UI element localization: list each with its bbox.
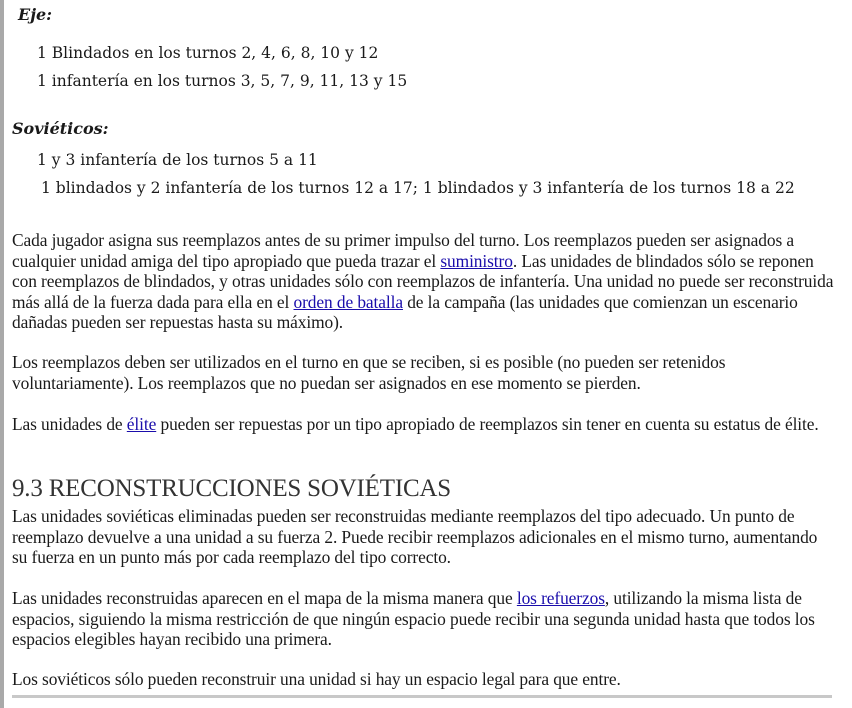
sovieticos-label: Soviéticos:	[12, 119, 109, 138]
link-orden-de-batalla[interactable]: orden de batalla	[293, 291, 403, 312]
eje-item: 1 infantería en los turnos 3, 5, 7, 9, 11, 13 y 15	[37, 72, 408, 90]
link-suministro[interactable]: suministro	[440, 250, 513, 271]
link-elite[interactable]: élite	[126, 414, 157, 434]
section-heading: 9.3 RECONSTRUCCIONES SOVIÉTICAS	[12, 475, 451, 502]
paragraph-uso-reemplazos: Los reemplazos deben ser utilizados en el turno en que se reciben, si es posible (no pueden ser retenidos voluntariamente). Los reemplazos que no puedan ser asignados en ese momento se pierden.	[12, 352, 726, 393]
paragraph-reconstrucciones: Las unidades soviéticas eliminadas pueden ser reconstruidas mediante reemplazos del tipo adecuado. Un punto de reemplazo devuelve a una unidad a su fuerza 2. Puede recibir reemplazos adicionales en el mismo turno, aumentando su fuerza en un punto más por cada reemplazo del tipo correcto.	[12, 506, 818, 568]
horizontal-rule	[12, 695, 832, 698]
eje-label: Eje:	[18, 5, 53, 24]
paragraph-espacio-legal: Los soviéticos sólo pueden reconstruir una unidad si hay un espacio legal para que entre.	[12, 669, 621, 689]
link-los-refuerzos[interactable]: los refuerzos	[516, 588, 605, 608]
eje-item: 1 Blindados en los turnos 2, 4, 6, 8, 10 y 12	[37, 44, 379, 62]
paragraph-elite: Las unidades de élite pueden ser repuestas por un tipo apropiado de reemplazos sin tener en cuenta su estatus de élite.	[12, 414, 819, 434]
sovieticos-item: 1 blindados y 2 infantería de los turnos 12 a 17; 1 blindados y 3 infantería de los turnos 18 a 22	[41, 179, 795, 197]
sovieticos-item: 1 y 3 infantería de los turnos 5 a 11	[37, 151, 318, 169]
paragraph-aparicion: Las unidades reconstruidas aparecen en el mapa de la misma manera que los refuerzos, utilizando la misma lista de espacios, siguiendo la misma restricción de que ningún espacio puede recibir una segunda unidad hasta que todos los espacios elegibles hayan recibido una primera.	[12, 588, 815, 650]
paragraph-reemplazos: Cada jugador asigna sus reemplazos antes de su primer impulso del turno. Los reemplazos pueden ser asignados a cualquier unidad amiga del tipo apropiado que pueda trazar el suministro. Las unidades de blindados sólo se reponen con reemplazos de blindados, y otras unidades sólo con reemplazos de infantería. Una unidad no puede ser reconstruida más allá de la fuerza dada para ella en el orden de batalla de la campaña (las unidades que comienzan un escenario dañadas pueden ser repuestas hasta su máximo).	[12, 230, 834, 333]
left-border	[0, 0, 4, 708]
